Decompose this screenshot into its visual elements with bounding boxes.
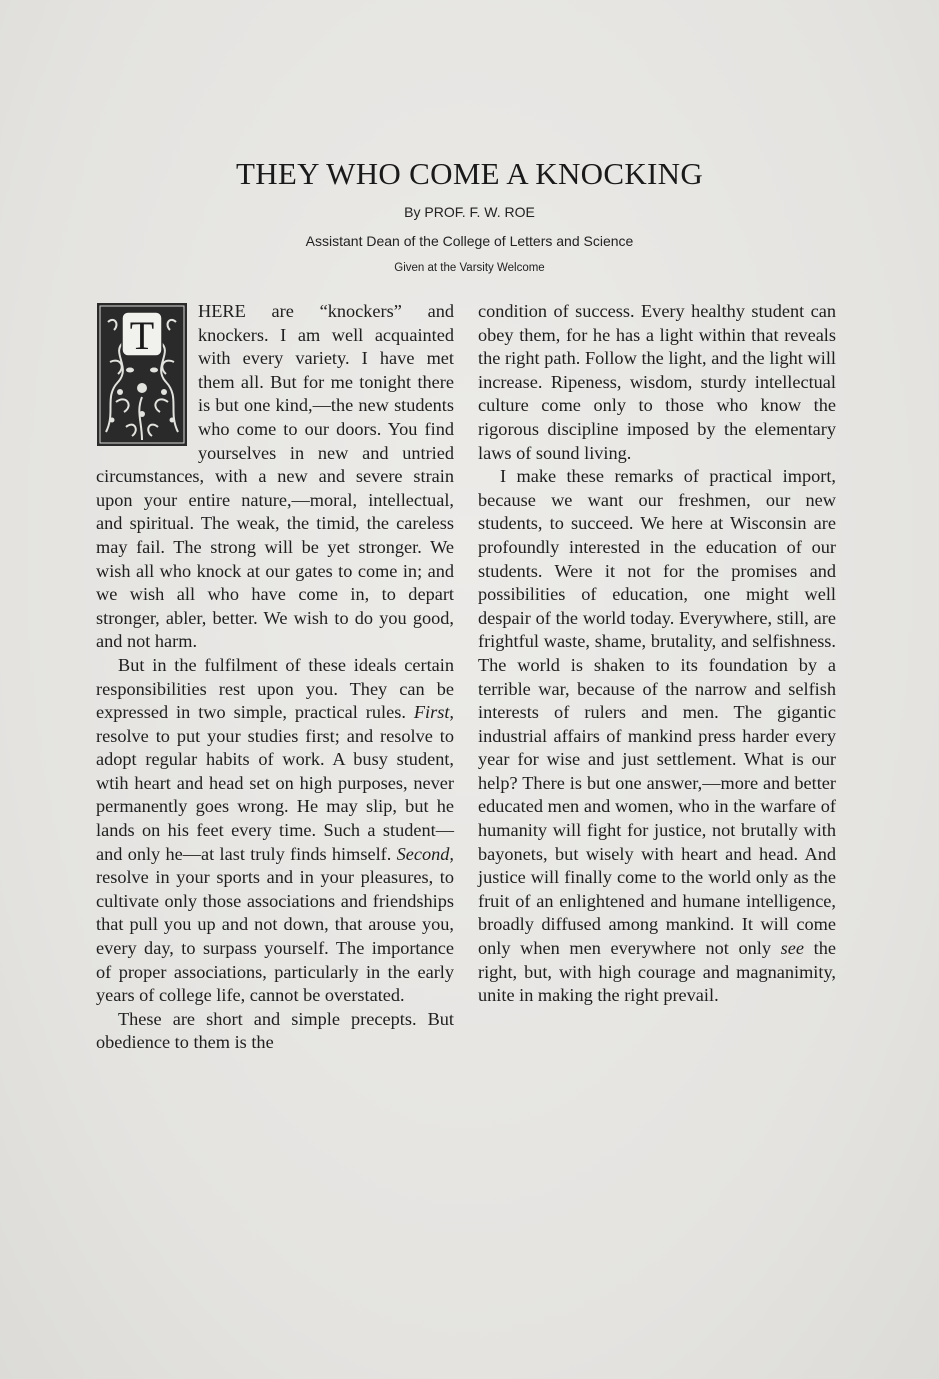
byline: By PROF. F. W. ROE: [404, 204, 535, 220]
paragraph-1: HERE are “knockers” and knockers. I am well acquainted with every variety. I have met them all. But for me tonight there is but one kind,—the new students who come to our doors. You find yourselves in new and untried circumstances, with a new and severe strain upon your entire nature,—moral, intellectual, and spiritual. The weak, the timid, the careless may fail. The strong will be yet stronger. We wish all who knock at our gates to come in; and we wish all who have come in, to depart stronger, abler, better. We wish to do you good, and not harm.: [96, 301, 454, 652]
paragraph-2-part-b: resolve to put your studies first; and resolve to adopt regular habits of work. A busy student, wtih heart and head set on high purposes, never permanently goes wrong. He may slip, but he lands on his feet every time. Such a student—and only he—at last truly finds himself.: [96, 725, 454, 864]
drop-cap-letter: T: [129, 313, 155, 358]
article-title: THEY WHO COME A KNOCKING: [235, 156, 704, 191]
paragraph-4-part-b: the right, but, with high courage and magnanimity, unite in making the right prevail.: [478, 938, 836, 1006]
paragraph-2: [96, 654, 454, 1008]
occasion-line: Given at the Varsity Welcome: [394, 262, 545, 274]
paragraph-4: [478, 465, 836, 1008]
paragraph-3-continued: condition of success. Every healthy student can obey them, for he has a light within that reveals the right path. Follow the light, and the light will increase. Ripeness, wisdom, sturdy intellectual culture come only to those who know the rigorous discipline imposed by the elementary laws of sound living.: [478, 301, 836, 463]
floral-initial-icon: [96, 302, 188, 447]
emphasis-first: First,: [413, 702, 454, 723]
emphasis-see: see: [780, 938, 804, 959]
paragraph-2-part-c: resolve in your sports and in your pleasures, to cultivate only those associations and friendships that pull you up and not down, that arouse you, every day, to surpass yourself. The importance of proper associations, particularly in the early years of college life, cannot be overstated.: [96, 867, 454, 1006]
emphasis-second: Second,: [396, 843, 454, 864]
paragraph-4-part-a: I make these remarks of practical import, because we want our freshmen, our new students, to succeed. We here at Wisconsin are profoundly interested in the education of our students. Were it not for the promises and possibilities of education, one might well despair of the world today. Everywhere, still, are frightful waste, shame, brutality, and selfishness. The world is shaken to its foundation by a terrible war, because of the narrow and selfish interests of rulers and men. The gigantic industrial affairs of mankind press harder every year for wise and just settlement. What is our help? There is but one answer,—more and better educated men and women, who in the warfare of humanity will fight for justice, not brutally with bayonets, but wisely with heart and head. And justice will finally come to the world only as the fruit of an enlightened and humane intelligence, broadly diffused among mankind. It will come only when men everywhere not only: [478, 466, 836, 959]
right-column: [478, 300, 836, 1008]
drop-cap-ornament: [96, 302, 188, 447]
author-title: Assistant Dean of the College of Letters and Science: [305, 233, 634, 249]
paragraph-3: These are short and simple precepts. But obedience to them is the: [96, 1008, 454, 1053]
left-column: [96, 300, 454, 1055]
paragraph-2-part-a: But in the fulfilment of these ideals certain responsibilities rest upon you. They can be expressed in two simple, practical rules.: [96, 654, 454, 723]
